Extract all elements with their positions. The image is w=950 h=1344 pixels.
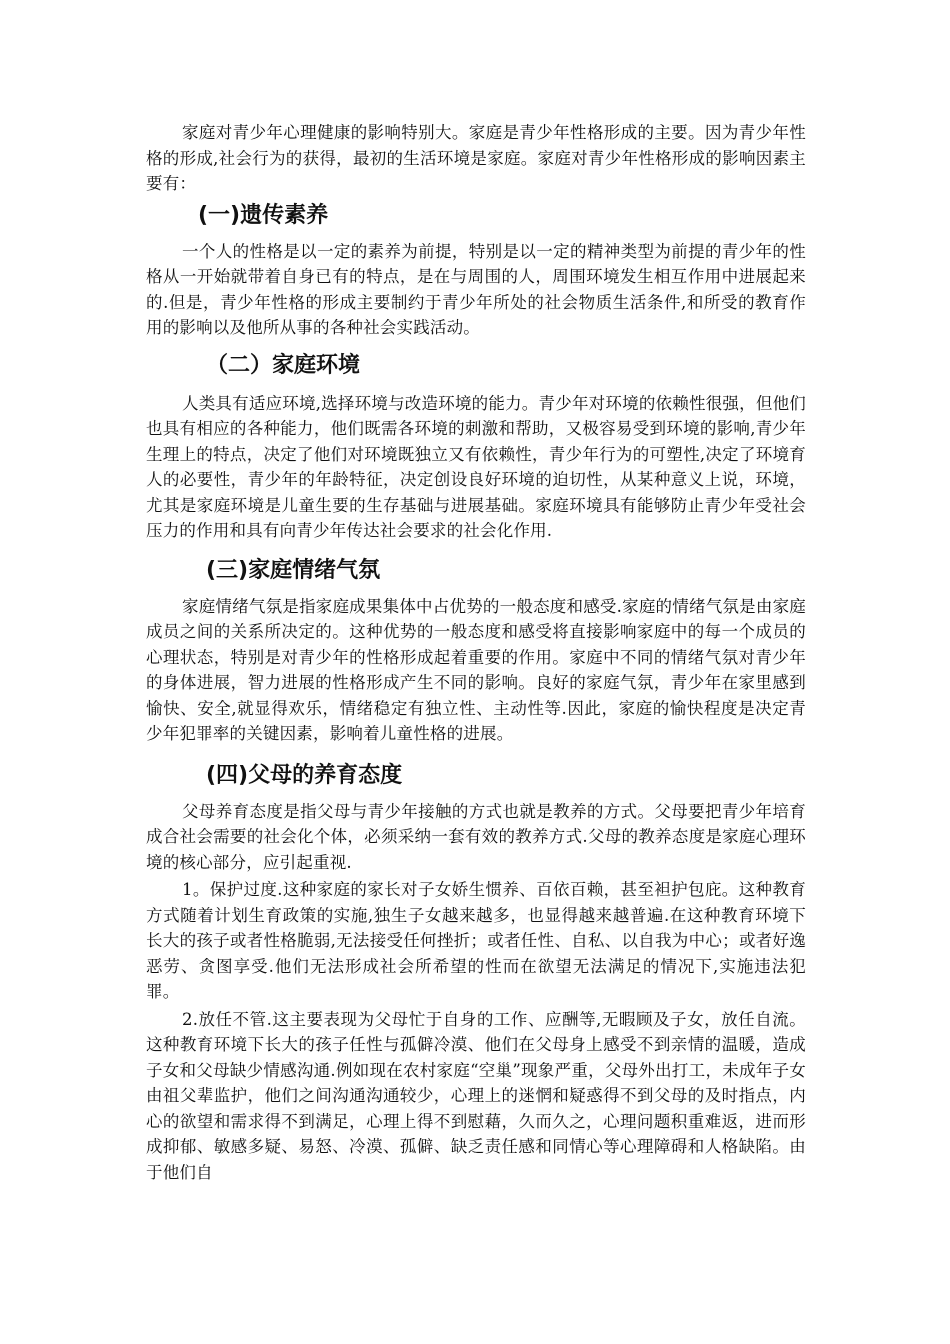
section-paragraph: 家庭情绪气氛是指家庭成果集体中占优势的一般态度和感受.家庭的情绪气氛是由家庭成员之间的关系所决定的。这种优势的一般态度和感受将直接影响家庭中的每一个成员的心理状态，特别是对青少年的性格形成起着重要的作用。家庭中不同的情绪气氛对青少年的身体进展，智力进展的性格形成产生不同的影响。良好的家庭气氛，青少年在家里感到愉快、安全,就显得欢乐，情绪稳定有独立性、主动性等.因此，家庭的愉快程度是决定青少年犯罪率的关键因素，影响着儿童性格的进展。 xyxy=(146,596,806,743)
section-paragraph: 人类具有适应环境,选择环境与改造环境的能力。青少年对环境的依赖性很强，但他们也具有相应的各种能力，他们既需各环境的刺激和帮助，又极容易受到环境的影响,青少年生理上的特点，决定了他们对环境既独立又有依赖性，青少年行为的可塑性,决定了环境育人的必要性，青少年的年龄特征，决定创设良好环境的迫切性，从某种意义上说，环境，尤其是家庭环境是儿童生要的生存基础与进展基础。家庭环境具有能够防止青少年受社会压力的作用和具有向青少年传达社会要求的社会化作用. xyxy=(146,393,806,540)
section-heading-family-environment: （二）家庭环境 xyxy=(206,352,361,378)
section-heading-heredity: (一)遗传素养 xyxy=(198,202,329,228)
intro-paragraph: 家庭对青少年心理健康的影响特别大。家庭是青少年性格形成的主要。因为青少年性格的形成,社会行为的获得，最初的生活环境是家庭。家庭对青少年性格形成的影响因素主要有： xyxy=(146,123,806,193)
list-item-neglect: 2.放任不管.这主要表现为父母忙于自身的工作、应酬等,无暇顾及子女，放任自流。这种教育环境下长大的孩子任性与孤僻冷漠、他们在父母身上感受不到亲情的温暖，造成子女和父母缺少情感沟通.例如现在农村家庭“空巢”现象严重，父母外出打工，未成年子女由祖父辈监护，他们之间沟通沟通较少，心理上的迷惘和疑惑得不到父母的及时指点，内心的欲望和需求得不到满足，心理上得不到慰藉，久而久之，心理问题积重难返，进而形成抑郁、敏感多疑、易怒、冷漠、孤僻、缺乏责任感和同情心等心理障碍和人格缺陷。由于他们自 xyxy=(146,1009,806,1182)
section-paragraph: 父母养育态度是指父母与青少年接触的方式也就是教养的方式。父母要把青少年培育成合社会需要的社会化个体，必须采纳一套有效的教养方式.父母的教养态度是家庭心理环境的核心部分，应引起重视. xyxy=(146,801,806,872)
list-item-overprotection: 1。保护过度.这种家庭的家长对子女娇生惯养、百依百赖，甚至袒护包庇。这种教育方式随着计划生育政策的实施,独生子女越来越多，也显得越来越普遍.在这种教育环境下长大的孩子或者性格脆弱,无法接受任何挫折；或者任性、自私、以自我为中心；或者好逸恶劳、贪图享受.他们无法形成社会所希望的性而在欲望无法满足的情况下,实施违法犯罪。 xyxy=(146,880,806,1001)
section-heading-family-atmosphere: (三)家庭情绪气氛 xyxy=(206,557,381,583)
document-page xyxy=(146,120,806,1185)
section-heading-parenting-attitude: (四)父母的养育态度 xyxy=(206,762,403,788)
section-paragraph: 一个人的性格是以一定的素养为前提，特别是以一定的精神类型为前提的青少年的性格从一开始就带着自身已有的特点，是在与周围的人，周围环境发生相互作用中进展起来的.但是，青少年性格的形成主要制约于青少年所处的社会物质生活条件,和所受的教育作用的影响以及他所从事的各种社会实践活动。 xyxy=(146,241,806,337)
